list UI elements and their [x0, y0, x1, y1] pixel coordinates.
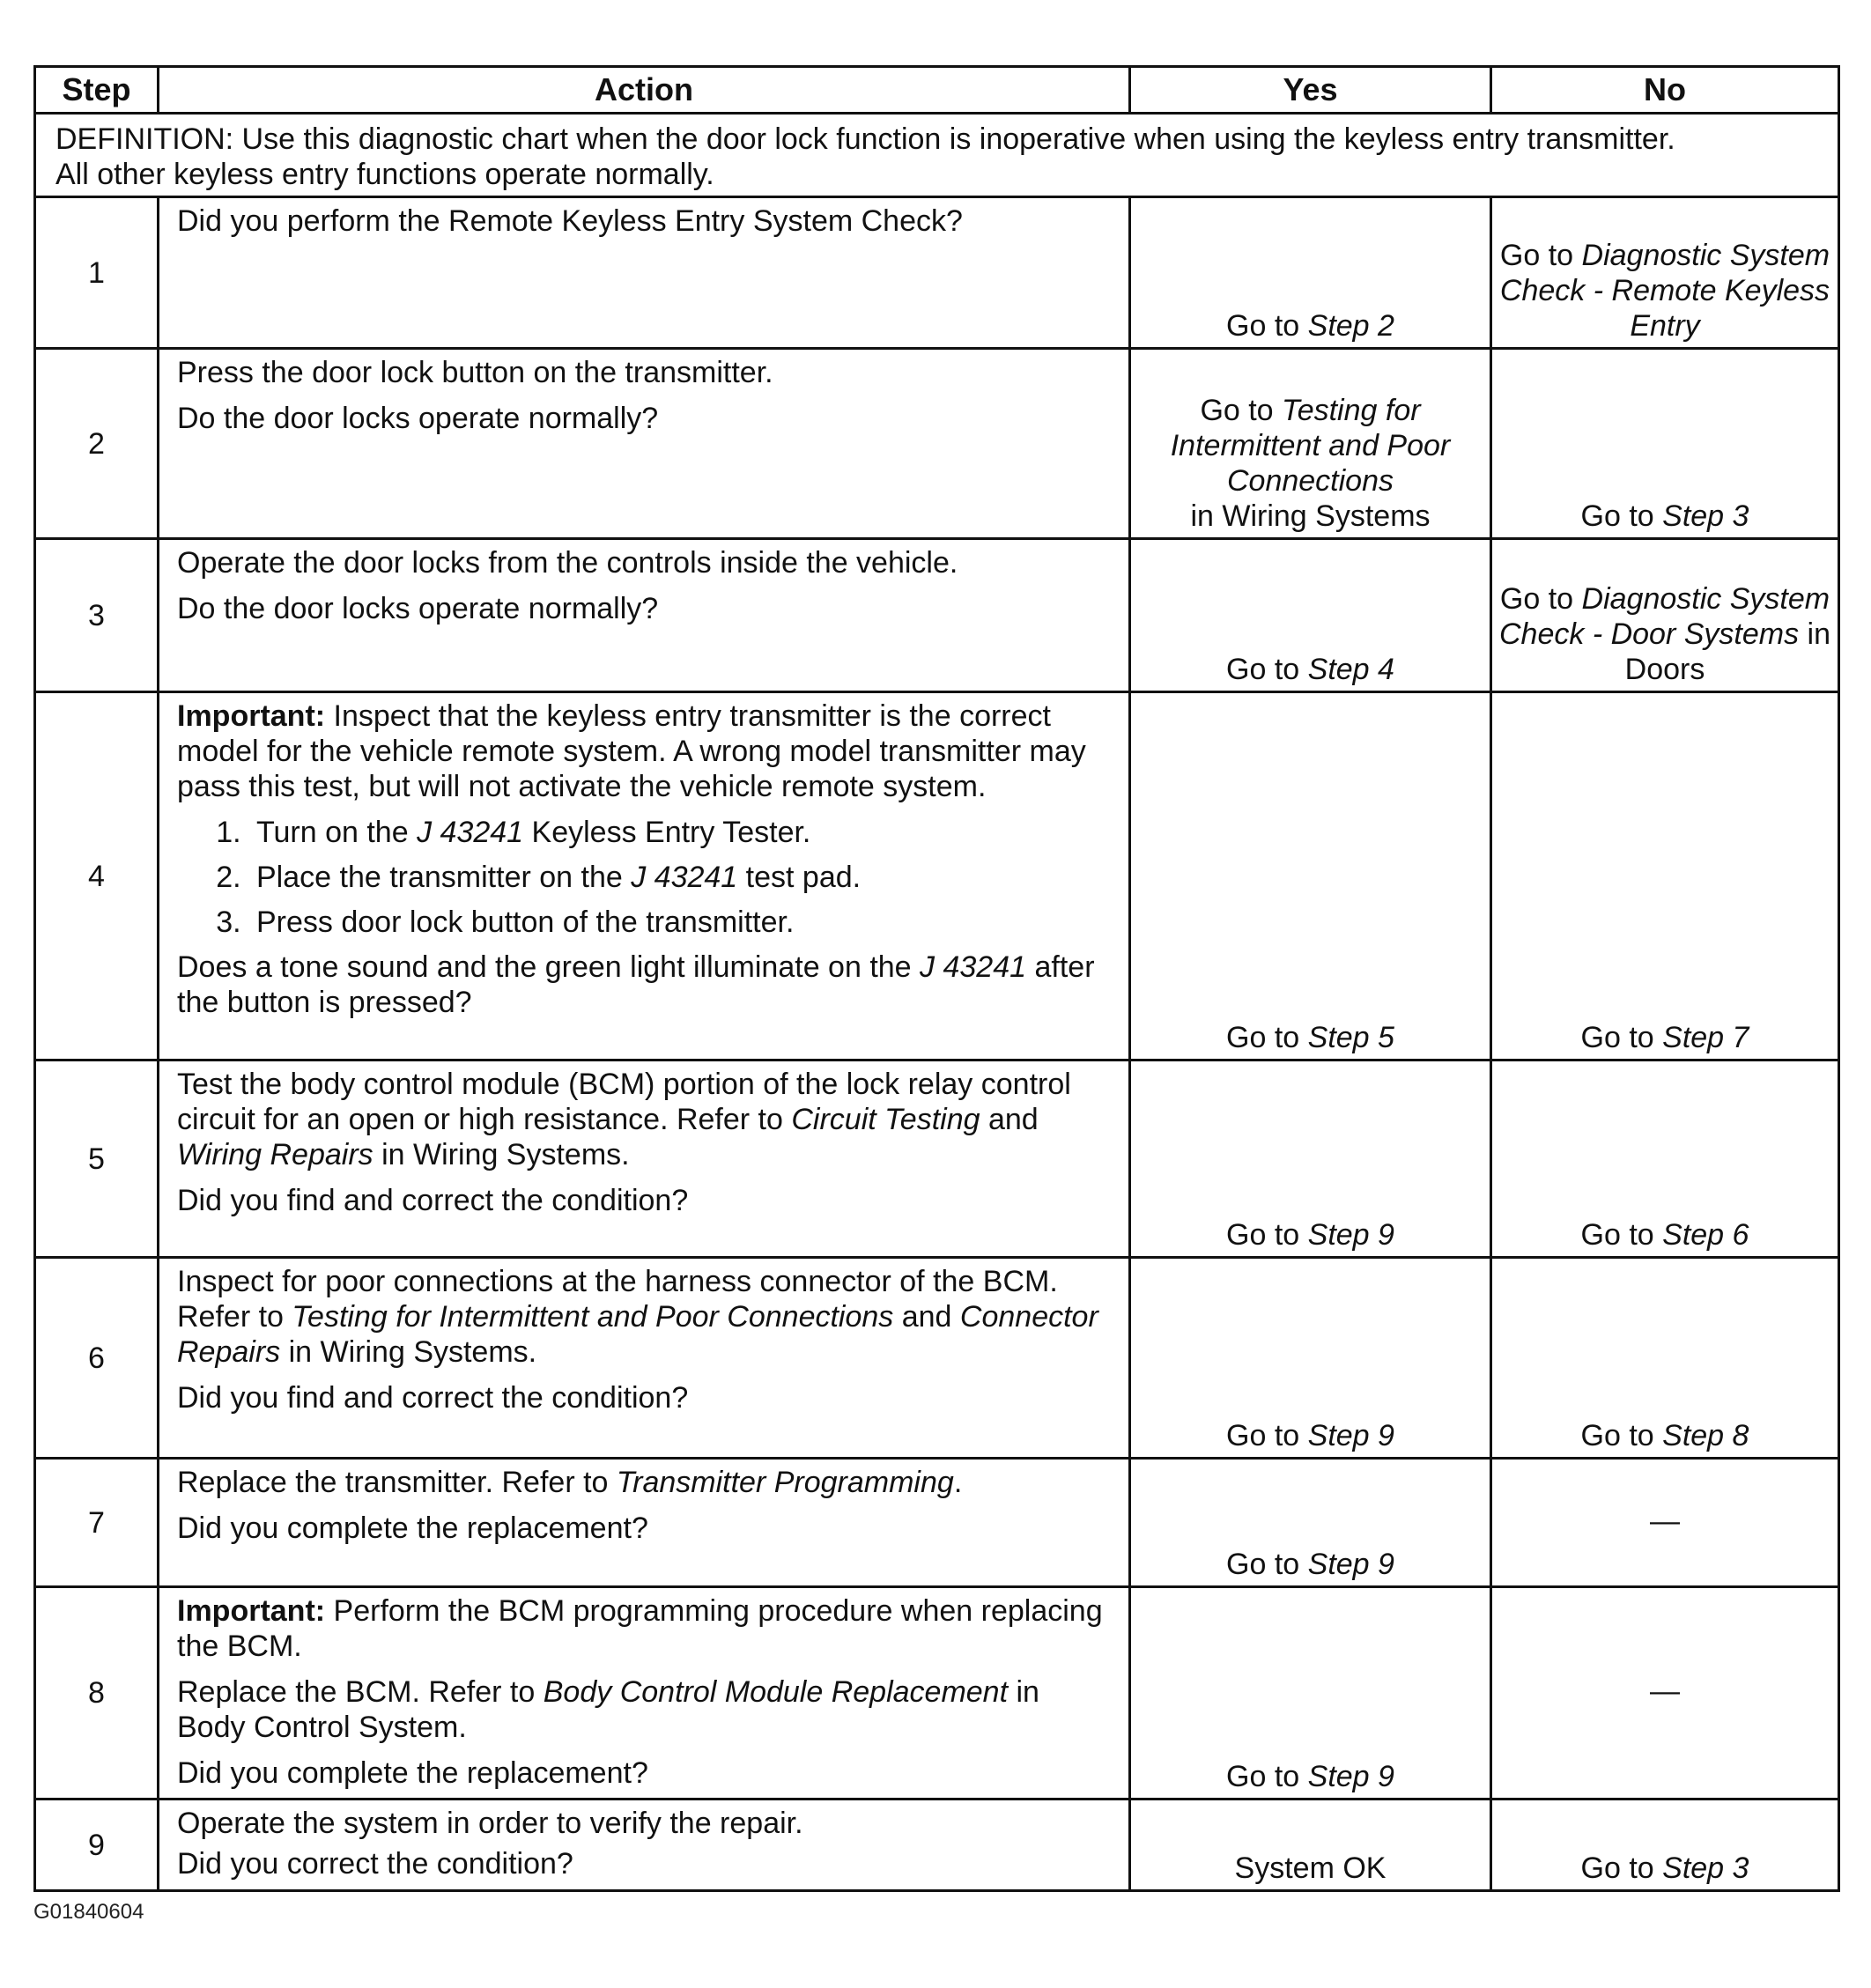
no-link[interactable]: Step 6	[1662, 1218, 1749, 1252]
no-link[interactable]: Step 7	[1662, 1021, 1749, 1054]
no-suffix: in Doors	[1624, 617, 1831, 686]
header-step: Step	[35, 67, 159, 114]
no-prefix: Go to	[1580, 1851, 1663, 1885]
table-row	[35, 1258, 1839, 1459]
action-text: Operate the system in order to verify the repair.	[177, 1807, 803, 1840]
action-question: Did you complete the replacement?	[177, 1511, 648, 1545]
yes-link[interactable]: Step 9	[1307, 1419, 1394, 1452]
yes-cell	[1130, 1587, 1491, 1800]
yes-cell	[1130, 692, 1491, 1061]
no-link[interactable]: Step 8	[1662, 1419, 1749, 1452]
important-note	[177, 1593, 1113, 1664]
table-header-row	[35, 67, 1839, 114]
yes-prefix: Go to	[1226, 1218, 1308, 1252]
action-cell	[159, 1258, 1130, 1459]
yes-prefix: Go to	[1226, 653, 1308, 686]
yes-link[interactable]: Step 9	[1307, 1218, 1394, 1252]
definition-line-2: All other keyless entry functions operate normally.	[55, 158, 714, 191]
yes-link[interactable]: Step 2	[1307, 309, 1394, 343]
important-note	[177, 698, 1113, 804]
yes-cell	[1130, 349, 1491, 539]
important-text: Perform the BCM programming procedure when replacing the BCM.	[177, 1594, 1103, 1663]
action-question: Did you find and correct the condition?	[177, 1184, 689, 1217]
table-row	[35, 1061, 1839, 1258]
tool-name: J 43241	[417, 816, 524, 849]
action-cell	[159, 1587, 1130, 1800]
action-cell	[159, 1459, 1130, 1587]
no-dash: —	[1650, 1504, 1680, 1538]
yes-prefix: Go to	[1200, 394, 1283, 427]
table-row	[35, 349, 1839, 539]
table-row	[35, 692, 1839, 1061]
procedure-list	[177, 815, 1113, 940]
yes-link[interactable]: Step 9	[1307, 1548, 1394, 1581]
action-text: Replace the BCM. Refer to Body Control Module Replacement in Body Control System.	[177, 1675, 1039, 1744]
header-yes: Yes	[1130, 67, 1491, 114]
action-question: Did you find and correct the condition?	[177, 1381, 689, 1415]
step-number: 7	[35, 1459, 159, 1587]
no-cell	[1491, 197, 1839, 349]
action-text: Replace the transmitter. Refer to Transmitter Programming.	[177, 1466, 963, 1499]
action-text: Test the body control module (BCM) portion of the lock relay control circuit for an open or high resistance. Refer to Circuit Testing and Wiring Repairs in Wiring Systems.	[177, 1068, 1071, 1171]
action-question: Did you correct the condition?	[177, 1847, 573, 1881]
definition-cell	[35, 114, 1839, 197]
yes-prefix: Go to	[1226, 1548, 1308, 1581]
no-cell	[1491, 1587, 1839, 1800]
definition-row	[35, 114, 1839, 197]
reference-link[interactable]: Body Control Module Replacement	[543, 1675, 1009, 1709]
action-question: Does a tone sound and the green light illuminate on the J 43241 after the button is pressed?	[177, 950, 1095, 1019]
action-question: Do the door locks operate normally?	[177, 592, 659, 625]
no-prefix: Go to	[1580, 499, 1663, 533]
table-row	[35, 1459, 1839, 1587]
yes-suffix: in Wiring Systems	[1190, 499, 1431, 533]
yes-prefix: Go to	[1226, 1760, 1308, 1793]
action-text: Press the door lock button on the transmitter.	[177, 356, 773, 389]
reference-link[interactable]: Testing for Intermittent and Poor Connections	[292, 1300, 894, 1334]
list-item: 2. Place the transmitter on the J 43241 test pad.	[249, 860, 1113, 895]
step-number: 1	[35, 197, 159, 349]
action-cell	[159, 349, 1130, 539]
yes-cell	[1130, 1800, 1491, 1891]
action-cell	[159, 1800, 1130, 1891]
yes-prefix: Go to	[1226, 1419, 1308, 1452]
tool-name: J 43241	[631, 861, 738, 894]
reference-link[interactable]: Connector Repairs	[177, 1300, 1098, 1369]
step-number: 8	[35, 1587, 159, 1800]
no-cell	[1491, 1800, 1839, 1891]
yes-cell	[1130, 1061, 1491, 1258]
no-cell	[1491, 1061, 1839, 1258]
yes-cell	[1130, 539, 1491, 692]
definition-line-1: DEFINITION: Use this diagnostic chart when the door lock function is inoperative when using the keyless entry transmitter.	[55, 122, 1675, 156]
step-number: 6	[35, 1258, 159, 1459]
action-text: Did you perform the Remote Keyless Entry System Check?	[177, 204, 963, 238]
header-action: Action	[159, 67, 1130, 114]
important-label: Important:	[177, 699, 326, 733]
tool-name: J 43241	[920, 950, 1027, 984]
no-prefix: Go to	[1580, 1218, 1663, 1252]
step-number: 2	[35, 349, 159, 539]
table-row	[35, 1587, 1839, 1800]
action-cell	[159, 539, 1130, 692]
yes-link[interactable]: Step 4	[1307, 653, 1394, 686]
no-link[interactable]: Step 3	[1662, 499, 1749, 533]
no-prefix: Go to	[1580, 1419, 1663, 1452]
yes-link[interactable]: Step 9	[1307, 1760, 1394, 1793]
no-cell	[1491, 349, 1839, 539]
action-text: Inspect for poor connections at the harness connector of the BCM. Refer to Testing for Intermittent and Poor Connections and Connector Repairs in Wiring Systems.	[177, 1265, 1098, 1369]
reference-link[interactable]: Transmitter Programming	[616, 1466, 954, 1499]
table-row	[35, 539, 1839, 692]
step-number: 5	[35, 1061, 159, 1258]
yes-cell	[1130, 197, 1491, 349]
yes-link[interactable]: Testing for Intermittent and Poor Connections	[1170, 394, 1451, 498]
no-cell	[1491, 1258, 1839, 1459]
step-number: 3	[35, 539, 159, 692]
diagnostic-table	[33, 65, 1840, 1892]
reference-link[interactable]: Circuit Testing	[791, 1103, 980, 1136]
important-text: Inspect that the keyless entry transmitter is the correct model for the vehicle remote system. A wrong model transmitter may pass this test, but will not activate the vehicle remote system.	[177, 699, 1086, 803]
no-dash: —	[1650, 1674, 1680, 1708]
header-no: No	[1491, 67, 1839, 114]
no-prefix: Go to	[1499, 582, 1582, 616]
yes-result: System OK	[1234, 1851, 1387, 1885]
step-number: 4	[35, 692, 159, 1061]
no-cell	[1491, 692, 1839, 1061]
list-item: 1. Turn on the J 43241 Keyless Entry Tester.	[249, 815, 1113, 850]
reference-link[interactable]: Wiring Repairs	[177, 1138, 373, 1171]
yes-cell	[1130, 1459, 1491, 1587]
table-row	[35, 197, 1839, 349]
yes-prefix: Go to	[1226, 1021, 1308, 1054]
action-question: Do the door locks operate normally?	[177, 402, 659, 435]
figure-id: G01840604	[33, 1900, 144, 1924]
yes-cell	[1130, 1258, 1491, 1459]
action-cell	[159, 1061, 1130, 1258]
step-number: 9	[35, 1800, 159, 1891]
action-cell	[159, 692, 1130, 1061]
action-cell	[159, 197, 1130, 349]
table-row	[35, 1800, 1839, 1891]
important-label: Important:	[177, 1594, 326, 1628]
no-prefix: Go to	[1499, 239, 1582, 272]
no-cell	[1491, 539, 1839, 692]
no-link[interactable]: Step 3	[1662, 1851, 1749, 1885]
yes-link[interactable]: Step 5	[1307, 1021, 1394, 1054]
no-prefix: Go to	[1580, 1021, 1663, 1054]
no-link[interactable]: Diagnostic System Check - Remote Keyless Entry	[1499, 239, 1830, 343]
yes-prefix: Go to	[1226, 309, 1308, 343]
list-item: 3. Press door lock button of the transmitter.	[249, 905, 1113, 940]
action-text: Operate the door locks from the controls inside the vehicle.	[177, 546, 958, 580]
no-cell	[1491, 1459, 1839, 1587]
action-question: Did you complete the replacement?	[177, 1756, 648, 1790]
no-link[interactable]: Diagnostic System Check - Door Systems	[1499, 582, 1830, 651]
